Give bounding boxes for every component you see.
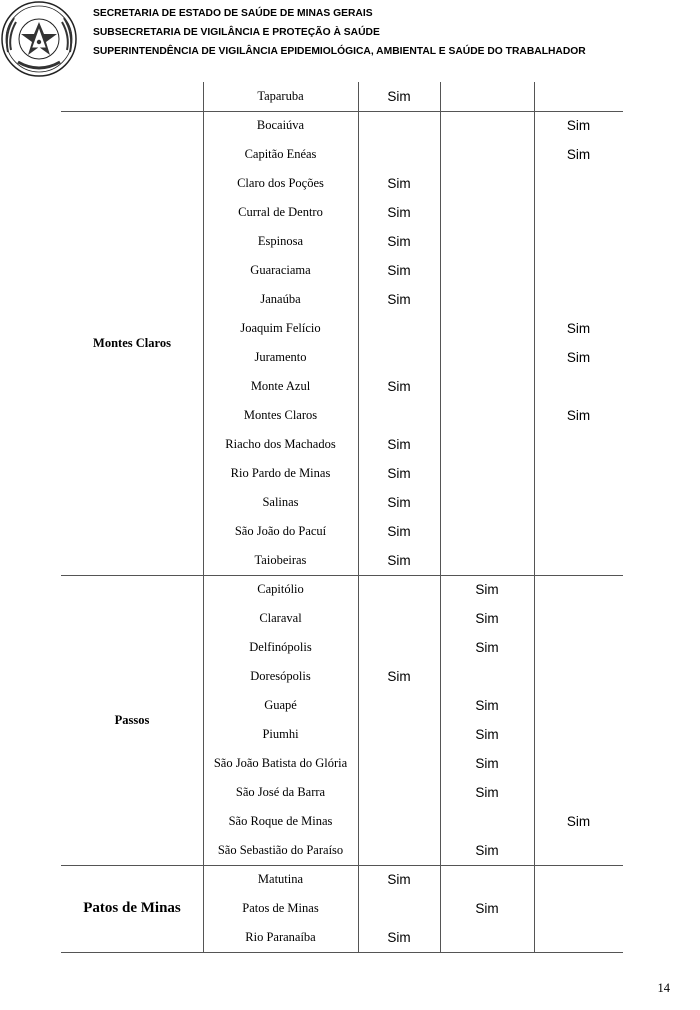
municipality-cell: Riacho dos Machados bbox=[225, 437, 336, 451]
status-cell-b bbox=[440, 372, 534, 401]
status-cell-b bbox=[440, 169, 534, 198]
status-cell-a: Sim bbox=[387, 234, 411, 249]
status-cell-a: Sim bbox=[387, 872, 411, 887]
municipality-cell: Espinosa bbox=[257, 234, 304, 248]
municipality-cell: Salinas bbox=[262, 495, 299, 509]
status-cell-c bbox=[534, 256, 623, 285]
status-cell-c bbox=[534, 604, 623, 633]
region-name: Montes Claros bbox=[93, 336, 171, 350]
status-cell-c: Sim bbox=[566, 350, 591, 365]
municipality-cell: Rio Paranaíba bbox=[245, 930, 316, 944]
header-superintendencia: SUPERINTENDÊNCIA DE VIGILÂNCIA EPIDEMIOLÓGICA, AMBIENTAL E SAÚDE DO TRABALHADOR bbox=[93, 46, 586, 57]
status-cell-a bbox=[358, 807, 440, 836]
status-cell-c bbox=[534, 575, 623, 604]
municipality-cell: São José da Barra bbox=[235, 785, 326, 799]
municipality-cell: Matutina bbox=[257, 872, 304, 886]
region-name: Patos de Minas bbox=[83, 900, 181, 916]
status-cell-b bbox=[440, 111, 534, 140]
status-cell-c bbox=[534, 82, 623, 111]
municipality-cell: Guapé bbox=[264, 698, 297, 712]
status-cell-a bbox=[358, 749, 440, 778]
status-cell-c bbox=[534, 894, 623, 923]
table-bottom-border bbox=[61, 952, 623, 953]
status-cell-a: Sim bbox=[387, 89, 411, 104]
status-cell-a: Sim bbox=[387, 495, 411, 510]
status-cell-a: Sim bbox=[387, 669, 411, 684]
status-cell-b: Sim bbox=[475, 727, 499, 742]
status-cell-c bbox=[534, 836, 623, 865]
status-cell-b bbox=[440, 807, 534, 836]
municipality-cell: Bocaiúva bbox=[256, 118, 305, 132]
document-header bbox=[93, 4, 586, 61]
status-cell-c bbox=[534, 749, 623, 778]
status-cell-a: Sim bbox=[387, 437, 411, 452]
status-cell-c: Sim bbox=[566, 321, 591, 336]
status-cell-c bbox=[534, 198, 623, 227]
status-cell-c: Sim bbox=[566, 118, 591, 133]
status-cell-b bbox=[440, 343, 534, 372]
municipality-table bbox=[61, 82, 623, 952]
status-cell-b bbox=[440, 140, 534, 169]
status-cell-a bbox=[358, 836, 440, 865]
status-cell-c: Sim bbox=[566, 814, 591, 829]
status-cell-c bbox=[534, 430, 623, 459]
status-cell-c bbox=[534, 923, 623, 952]
status-cell-a: Sim bbox=[387, 466, 411, 481]
municipality-cell: Monte Azul bbox=[250, 379, 311, 393]
table-row bbox=[61, 82, 623, 111]
status-cell-c bbox=[534, 372, 623, 401]
municipality-cell: São João do Pacuí bbox=[234, 524, 327, 538]
municipality-cell: Janaúba bbox=[260, 292, 301, 306]
status-cell-b bbox=[440, 285, 534, 314]
municipality-cell: Doresópolis bbox=[250, 669, 311, 683]
status-cell-b: Sim bbox=[475, 756, 499, 771]
status-cell-b bbox=[440, 546, 534, 575]
status-cell-a bbox=[358, 140, 440, 169]
header-secretaria: SECRETARIA DE ESTADO DE SAÚDE DE MINAS GERAIS bbox=[93, 8, 373, 19]
municipality-cell: Curral de Dentro bbox=[238, 205, 323, 219]
status-cell-c bbox=[534, 285, 623, 314]
status-cell-a bbox=[358, 343, 440, 372]
status-cell-a: Sim bbox=[387, 524, 411, 539]
status-cell-c bbox=[534, 169, 623, 198]
status-cell-b: Sim bbox=[475, 698, 499, 713]
municipality-cell: Montes Claros bbox=[243, 408, 318, 422]
municipality-cell: Delfinópolis bbox=[249, 640, 312, 654]
status-cell-c bbox=[534, 546, 623, 575]
status-cell-b bbox=[440, 227, 534, 256]
status-cell-b: Sim bbox=[475, 785, 499, 800]
status-cell-b bbox=[440, 923, 534, 952]
status-cell-b bbox=[440, 314, 534, 343]
status-cell-c bbox=[534, 691, 623, 720]
status-cell-b bbox=[440, 662, 534, 691]
municipality-cell: Guaraciama bbox=[250, 263, 311, 277]
municipality-cell: Juramento bbox=[254, 350, 307, 364]
status-cell-c bbox=[534, 459, 623, 488]
status-cell-a: Sim bbox=[387, 553, 411, 568]
region-name: Passos bbox=[114, 713, 150, 727]
state-seal-icon bbox=[0, 0, 78, 78]
status-cell-a: Sim bbox=[387, 930, 411, 945]
municipality-cell: Claro dos Poções bbox=[237, 176, 324, 190]
status-cell-b bbox=[440, 198, 534, 227]
municipality-cell: Taiobeiras bbox=[254, 553, 307, 567]
header-subsecretaria: SUBSECRETARIA DE VIGILÂNCIA E PROTEÇÃO À SAÚDE bbox=[93, 27, 380, 38]
status-cell-b bbox=[440, 488, 534, 517]
status-cell-a bbox=[358, 633, 440, 662]
status-cell-a bbox=[358, 691, 440, 720]
status-cell-a bbox=[358, 401, 440, 430]
municipality-cell: Taparuba bbox=[257, 89, 304, 103]
municipality-cell: São Roque de Minas bbox=[228, 814, 333, 828]
status-cell-c bbox=[534, 778, 623, 807]
status-cell-b bbox=[440, 517, 534, 546]
municipality-cell: Patos de Minas bbox=[242, 901, 319, 915]
status-cell-c bbox=[534, 227, 623, 256]
status-cell-c bbox=[534, 517, 623, 546]
status-cell-a: Sim bbox=[387, 205, 411, 220]
status-cell-a: Sim bbox=[387, 263, 411, 278]
status-cell-b: Sim bbox=[475, 611, 499, 626]
status-cell-c bbox=[534, 633, 623, 662]
status-cell-b bbox=[440, 459, 534, 488]
status-cell-c bbox=[534, 488, 623, 517]
status-cell-b: Sim bbox=[475, 843, 499, 858]
municipality-cell: Piumhi bbox=[262, 727, 299, 741]
status-cell-a bbox=[358, 575, 440, 604]
status-cell-b bbox=[440, 865, 534, 894]
status-cell-a: Sim bbox=[387, 292, 411, 307]
status-cell-a: Sim bbox=[387, 176, 411, 191]
status-cell-a: Sim bbox=[387, 379, 411, 394]
status-cell-b bbox=[440, 82, 534, 111]
status-cell-b: Sim bbox=[475, 582, 499, 597]
municipality-cell: Rio Pardo de Minas bbox=[230, 466, 331, 480]
municipality-cell: Capitão Enéas bbox=[244, 147, 317, 161]
status-cell-c bbox=[534, 865, 623, 894]
status-cell-a bbox=[358, 604, 440, 633]
status-cell-b: Sim bbox=[475, 640, 499, 655]
status-cell-c bbox=[534, 662, 623, 691]
status-cell-a bbox=[358, 720, 440, 749]
status-cell-b bbox=[440, 256, 534, 285]
municipality-cell: São Sebastião do Paraíso bbox=[217, 843, 344, 857]
status-cell-c bbox=[534, 720, 623, 749]
status-cell-a bbox=[358, 111, 440, 140]
status-cell-b bbox=[440, 430, 534, 459]
status-cell-b bbox=[440, 401, 534, 430]
municipality-cell: São João Batista do Glória bbox=[213, 756, 348, 770]
status-cell-a bbox=[358, 778, 440, 807]
status-cell-b: Sim bbox=[475, 901, 499, 916]
municipality-cell: Claraval bbox=[259, 611, 302, 625]
status-cell-c: Sim bbox=[566, 147, 591, 162]
page-number: 14 bbox=[657, 981, 670, 995]
status-cell-c: Sim bbox=[566, 408, 591, 423]
municipality-cell: Joaquim Felício bbox=[240, 321, 321, 335]
status-cell-a bbox=[358, 314, 440, 343]
status-cell-a bbox=[358, 894, 440, 923]
municipality-cell: Capitólio bbox=[257, 582, 304, 596]
